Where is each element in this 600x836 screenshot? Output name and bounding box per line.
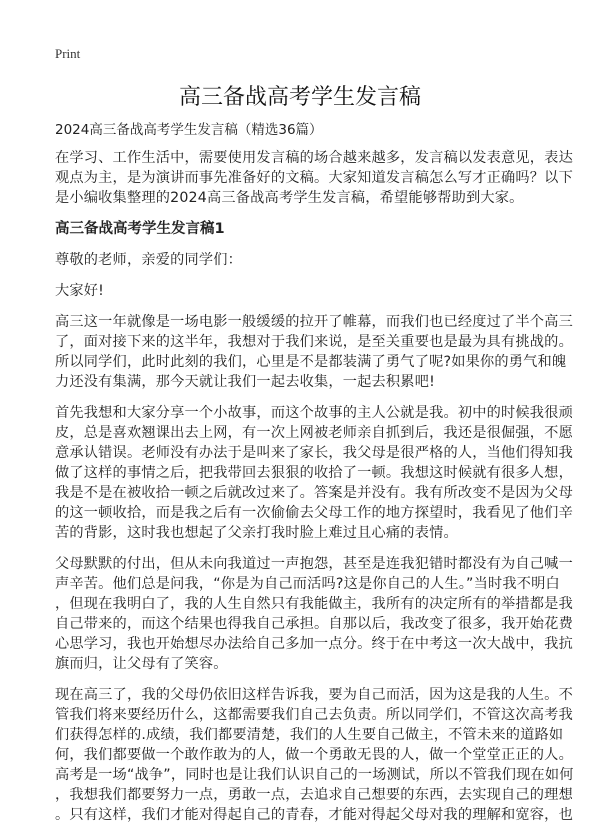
page-title: 高三备战高考学生发言稿 — [178, 85, 421, 110]
print-link[interactable]: Print — [55, 46, 81, 61]
text-line: 是小编收集整理的2024高三备战高考学生发言稿，希望能够帮助到大家。 — [55, 190, 524, 206]
text-line: 皮，总是喜欢翘课出去上网，有一次上网被老师亲自抓到后，我还是很倔强，不愿 — [55, 425, 573, 441]
text-line: 自己带来的，而这个结果也得我自己承担。自那以后，我改变了很多，我开始花费 — [55, 616, 573, 632]
text-line: 心思学习，我也开始想尽办法给自己多加一点分。终于在中考这一次大战中，我抗 — [55, 636, 573, 652]
text-line: 我是不是在被收拾一顿之后就改过来了。答案是并没有。我有所改变不是因为父母 — [55, 485, 573, 501]
text-line: 了，面对接下来的这半年，我想对于我们来说，是至关重要也是最为具有挑战的。 — [55, 334, 573, 350]
section-heading: 高三备战高考学生发言稿1 — [55, 221, 225, 237]
text-line: ，我想我们都要努力一点，勇敢一点，去追求自己想要的东西，去实现自己的理想 — [55, 787, 573, 803]
text-line: 做了这样的事情之后，把我带回去狠狠的收拾了一顿。我想这时候就有很多人想， — [55, 465, 573, 481]
text-line: 意承认错误。老师没有办法于是叫来了家长，我父母是很严格的人，当他们得知我 — [55, 445, 573, 461]
text-line: 。只有这样，我们才能对得起自己的青春，才能对得起父母对我的理解和宽容，也 — [55, 807, 573, 823]
text-line: 何，我们都要做一个敢作敢为的人，做一个勇敢无畏的人，做一个堂堂正正的人。 — [55, 747, 573, 763]
text-line: 的这一顿收拾，而是我之后有一次偷偷去父母工作的地方探望时，我看见了他们辛 — [55, 505, 573, 521]
text-line: 观点为主，是为演讲而事先准备好的文稿。大家知道发言稿怎么写才正确吗？以下 — [55, 170, 573, 186]
text-line: 现在高三了，我的父母仍依旧这样告诉我，要为自己而活，因为这是我的人生。不 — [55, 687, 573, 703]
text-line: 所以同学们，此时此刻的我们，心里是不是都装满了勇气了呢?如果你的勇气和魄 — [55, 354, 567, 370]
body-paragraph — [55, 685, 574, 825]
text-line: 力还没有集满，那今天就让我们一起去收集，一起去积累吧! — [55, 374, 435, 390]
text-line: 在学习、工作生活中，需要使用发言稿的场合越来越多，发言稿以发表意见，表达 — [55, 150, 573, 166]
text-line: ，但现在我明白了，我的人生自然只有我能做主，我所有的决定所有的举措都是我 — [55, 596, 573, 612]
text-line: 苦的背影，这时我也想起了父亲打我时脸上难过且心痛的表情。 — [55, 525, 458, 541]
body-paragraph — [55, 312, 573, 392]
intro-paragraph — [55, 148, 573, 208]
text-line: 声辛苦。他们总是问我，“你是为自己而活吗?这是你自己的人生。”当时我不明白 — [55, 576, 560, 592]
text-line: 们获得怎样的.成绩，我们都要清楚，我们的人生要自己做主，不管未来的道路如 — [55, 727, 564, 743]
body-paragraph — [55, 554, 573, 674]
text-line: 旗而归，让父母有了笑容。 — [55, 656, 228, 672]
hello — [55, 281, 560, 301]
text-line: 高三这一年就像是一场电影一般缓缓的拉开了帷幕，而我们也已经度过了半个高三 — [55, 314, 573, 330]
document-body — [55, 120, 574, 836]
text-line: 首先我想和大家分享一个小故事，而这个故事的主人公就是我。初中的时候我很顽 — [55, 405, 573, 421]
text-line: 父母默默的付出，但从未向我道过一声抱怨，甚至是连我犯错时都没有为自己喊一 — [55, 556, 573, 572]
greeting — [55, 250, 560, 270]
text-line: 尊敬的老师，亲爱的同学们： — [55, 252, 243, 268]
body-paragraph — [55, 403, 573, 543]
text-line: 管我们将来要经历什么，这都需要我们自己去负责。所以同学们，不管这次高考我 — [55, 707, 573, 723]
subtitle: 2024高三备战高考学生发言稿（精选36篇） — [55, 122, 323, 138]
text-line: 大家好! — [55, 283, 105, 299]
text-line: 高考是一场“战争”，同时也是让我们认识自己的一场测试，所以不管我们现在如何 — [55, 767, 574, 783]
